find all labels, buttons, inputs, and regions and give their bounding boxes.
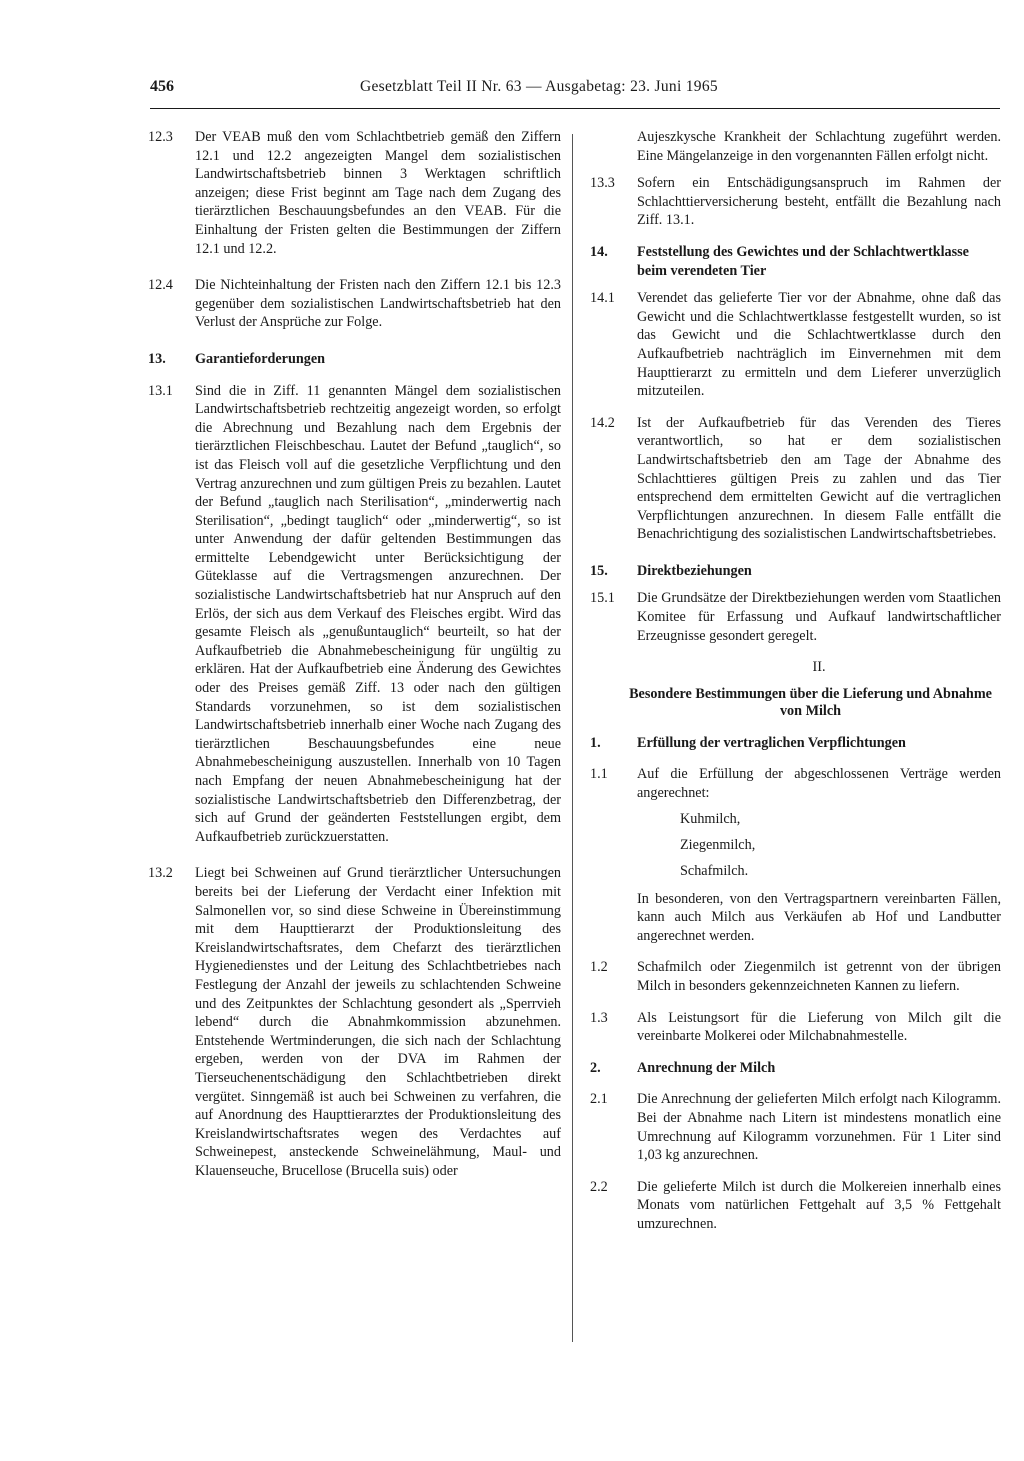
- list-item: Schafmilch.: [680, 862, 749, 879]
- section-title: Erfüllung der vertraglichen Verpflichtungen: [637, 734, 906, 751]
- paragraph-text: Der VEAB muß den vom Schlachtbetrieb gemäß den Ziffern 12.1 und 12.2 angezeigten Mangel dem sozialistischen Landwirtschaftsbetrieb binnen 3 Werktagen schriftlich anzeigen; diese Frist beginnt am Tage nach dem Zugang des tierärztlichen Beschauungsbefundes an den VEAB. Für die Einhaltung der Fristen gelten die Bestimmungen der Ziffern 12.1 und 12.2.: [195, 129, 561, 257]
- section-number: 1.: [590, 734, 601, 751]
- paragraph-text: Liegt bei Schweinen auf Grund tierärztlicher Untersuchungen bereits bei der Lieferung der Verdacht einer Infektion mit Salmonellen vor, so sind diese Schweine in Übereinstimmung mit dem Haupttierarzt der Produktionsleitung des Kreislandwirtschaftsrates, dem Chefarzt des tierärztlichen Hygienedienstes und der Leitung des Schlachtbetriebes nach Festlegung der Anzahl der jeweils zu schlachtenden Schweine und des Zeitpunktes der Schlachtung gesondert als „Sperrvieh lebend“ durch die Abnahmkommission abzunehmen. Entstehende Wertminderungen, die sich nach der Schlachtung ergeben, werden von der DVA im Rahmen der Tierseuchenentschädigung den Schlachtbetrieben direkt vergütet. Sinngemäß ist auch bei Schweinen zu verfahren, die auf Anordnung des Haupttierarztes der Produktionsleitung des Kreislandwirtschaftsrates wegen des Verdachtes auf Schweinepest, ansteckende Schweinelähmung, Maul- und Klauenseuche, Brucellose (Brucella suis) oder: [195, 865, 561, 1179]
- section-number: 15.: [590, 562, 608, 579]
- paragraph-number: 13.2: [148, 865, 173, 882]
- paragraph-text: Sofern ein Entschädigungsanspruch im Rahmen der Schlachttierversicherung besteht, entfällt die Bezahlung nach Ziff. 13.1.: [637, 175, 1001, 229]
- paragraph-1-2: [590, 958, 1001, 995]
- paragraph-number: 13.1: [148, 382, 173, 399]
- paragraph-text: Als Leistungsort für die Lieferung von Milch gilt die vereinbarte Molkerei oder Milchabnahmestelle.: [637, 1009, 1001, 1045]
- paragraph-number: 14.1: [590, 290, 615, 307]
- paragraph-text: Schafmilch oder Ziegenmilch ist getrennt von der übrigen Milch in besonders gekennzeichneten Kannen zu liefern.: [637, 959, 1001, 994]
- paragraph-number: 15.1: [590, 590, 615, 607]
- paragraph-number: 2.2: [590, 1178, 608, 1195]
- part-title: Besondere Bestimmungen über die Lieferung und Abnahme von Milch: [629, 685, 992, 720]
- paragraph-2-1: [590, 1090, 1001, 1164]
- section-number: 13.: [148, 350, 166, 367]
- list-item: Kuhmilch,: [680, 810, 741, 827]
- section-15-heading: [590, 562, 1001, 581]
- section-13-heading: [148, 350, 561, 369]
- paragraph-text: Ist der Aufkaufbetrieb für das Verenden des Tieres verantwortlich, so hat er dem sozialistischen Landwirtschaftsbetrieb den am Tage der Abnahme des Schlachttieres gültigen Preis zu zahlen und das Tier entsprechend dem ermittelten Gewicht auf die vertraglichen Verpflichtungen anzurechnen. In diesem Falle entfällt die Benachrichtigung des sozialistischen Landwirtschaftsbetriebes.: [637, 414, 1001, 543]
- section-number: 14.: [590, 243, 608, 260]
- section-2-heading: [590, 1059, 1001, 1078]
- page-header: [150, 72, 1000, 109]
- paragraph-13-3: [590, 174, 1001, 230]
- part-number: II.: [812, 659, 826, 676]
- section-1-heading: [590, 734, 1001, 753]
- paragraph-text: Auf die Erfüllung der abgeschlossenen Verträge werden angerechnet:: [637, 766, 1001, 802]
- paragraph-number: 12.4: [148, 277, 173, 294]
- section-title: Feststellung des Gewichtes und der Schlachtwertklasse beim verendeten Tier: [637, 243, 969, 279]
- paragraph-15-1: [590, 589, 1001, 645]
- page-number: 456: [150, 78, 174, 95]
- paragraph-number: 13.3: [590, 175, 615, 192]
- left-column: [148, 128, 561, 1180]
- paragraph-13-2-continuation: Aujeszkysche Krankheit der Schlachtung zugeführt werden. Eine Mängelanzeige in den vorgenannten Fällen erfolgt nicht.: [637, 129, 1001, 164]
- paragraph-text: Die Anrechnung der gelieferten Milch erfolgt nach Kilogramm. Bei der Abnahme nach Litern ist mindestens monatlich eine Umrechnung auf Kilogramm vorzunehmen. Für 1 Liter sind 1,03 kg anzurechnen.: [637, 1091, 1001, 1164]
- paragraph-number: 12.3: [148, 129, 173, 145]
- paragraph-1-3: [590, 1009, 1001, 1046]
- paragraph-text: Sind die in Ziff. 11 genannten Mängel dem sozialistischen Landwirtschaftsbetrieb rechtzeitig angezeigt worden, so erfolgt die Abrechnung und Bezahlung nach dem Ergebnis der tierärztlichen Fleischbeschau. Lautet der Befund „tauglich“, so ist das Fleisch voll auf die gesetzliche Verpflichtung und den Vertrag anzurechnen und zum gültigen Preis zu bezahlen. Lautet der Befund „tauglich nach Sterilisation“, „minderwertig nach Sterilisation“, „bedingt tauglich“ oder „minderwertig“, so ist unter Anwendung der dafür geltenden Bestimmungen das ermittelte Lebendgewicht unter Berücksichtigung der Güteklasse auf die Vertragsmengen anzurechnen. Der sozialistische Landwirtschaftsbetrieb hat nur Anspruch auf den Erlös, der sich aus dem Verkauf des Fleisches ergibt. Wird das gesamte Fleisch als „genußuntauglich“ beurteilt, so hat der Aufkaufbetrieb die Abnahmebescheinigung für ungültig zu erklären. Hat der Aufkaufbetrieb eine Änderung des Gewichtes oder des Preises gemäß Ziff. 13 oder nach den gültigen Standards vorzunehmen, so ist dem sozialistischen Landwirtschaftsbetrieb innerhalb einer Woche nach Zugang des tierärztlichen Beschauungsbefundes eine neue Abnahmebescheinigung auszustellen. Innerhalb von 10 Tagen nach Empfang der neuen Abnahmebescheinigung hat der sozialistische Landwirtschaftsbetrieb den Differenzbetrag, der sich auf Grund der geänderten Feststellungen ergibt, dem Aufkaufbetrieb zurückzuerstatten.: [195, 382, 561, 845]
- paragraph-14-1: [590, 289, 1001, 401]
- section-number: 2.: [590, 1059, 601, 1076]
- paragraph-number: 1.3: [590, 1009, 608, 1026]
- section-title: Direktbeziehungen: [637, 562, 752, 579]
- paragraph-13-1: [148, 382, 561, 847]
- paragraph-1-1: [590, 765, 1001, 802]
- paragraph-14-2: [590, 414, 1001, 544]
- paragraph-12-4: [148, 276, 561, 332]
- right-column: [590, 128, 1001, 1234]
- paragraph-number: 14.2: [590, 414, 615, 431]
- section-14-heading: [590, 243, 1001, 280]
- section-title: Garantieforderungen: [195, 350, 326, 367]
- list-item: Ziegenmilch,: [680, 836, 756, 853]
- milk-list: [590, 806, 1001, 884]
- paragraph-2-2: [590, 1178, 1001, 1234]
- paragraph-text: Die Grundsätze der Direktbeziehungen werden vom Staatlichen Komitee für Erfassung und Aufkauf landwirtschaftlicher Erzeugnisse gesondert geregelt.: [637, 590, 1001, 644]
- paragraph-text: Verendet das gelieferte Tier vor der Abnahme, ohne daß das Gewicht und die Schlachtwertklasse festgestellt wurden, so ist das Gewicht und die Schlachtwertklasse durch den Aufkaufbetrieb nachträglich im Einvernehmen mit dem Haupttierarzt zu ermitteln und dem Lieferer unverzüglich mitzuteilen.: [637, 290, 1001, 400]
- paragraph-12-3: [148, 128, 561, 258]
- paragraph-13-2: [148, 864, 561, 1180]
- paragraph-1-1-continuation: In besonderen, von den Vertragspartnern vereinbarten Fällen, kann auch Milch aus Verkäufen ab Hof und Landbutter angerechnet werden.: [637, 890, 1001, 944]
- header-title: Gesetzblatt Teil II Nr. 63 — Ausgabetag: 23. Juni 1965: [360, 78, 718, 95]
- paragraph-number: 1.2: [590, 959, 608, 976]
- section-title: Anrechnung der Milch: [637, 1059, 776, 1076]
- paragraph-number: 1.1: [590, 766, 608, 783]
- paragraph-text: Die gelieferte Milch ist durch die Molkereien innerhalb eines Monats vom natürlichen Fettgehalt auf 3,5 % Fettgehalt umzurechnen.: [637, 1178, 1001, 1232]
- column-divider: [572, 134, 573, 1342]
- paragraph-text: Die Nichteinhaltung der Fristen nach den Ziffern 12.1 bis 12.3 gegenüber dem sozialistischen Landwirtschaftsbetrieb hat den Verlust der Ansprüche zur Folge.: [195, 277, 561, 331]
- paragraph-number: 2.1: [590, 1091, 608, 1108]
